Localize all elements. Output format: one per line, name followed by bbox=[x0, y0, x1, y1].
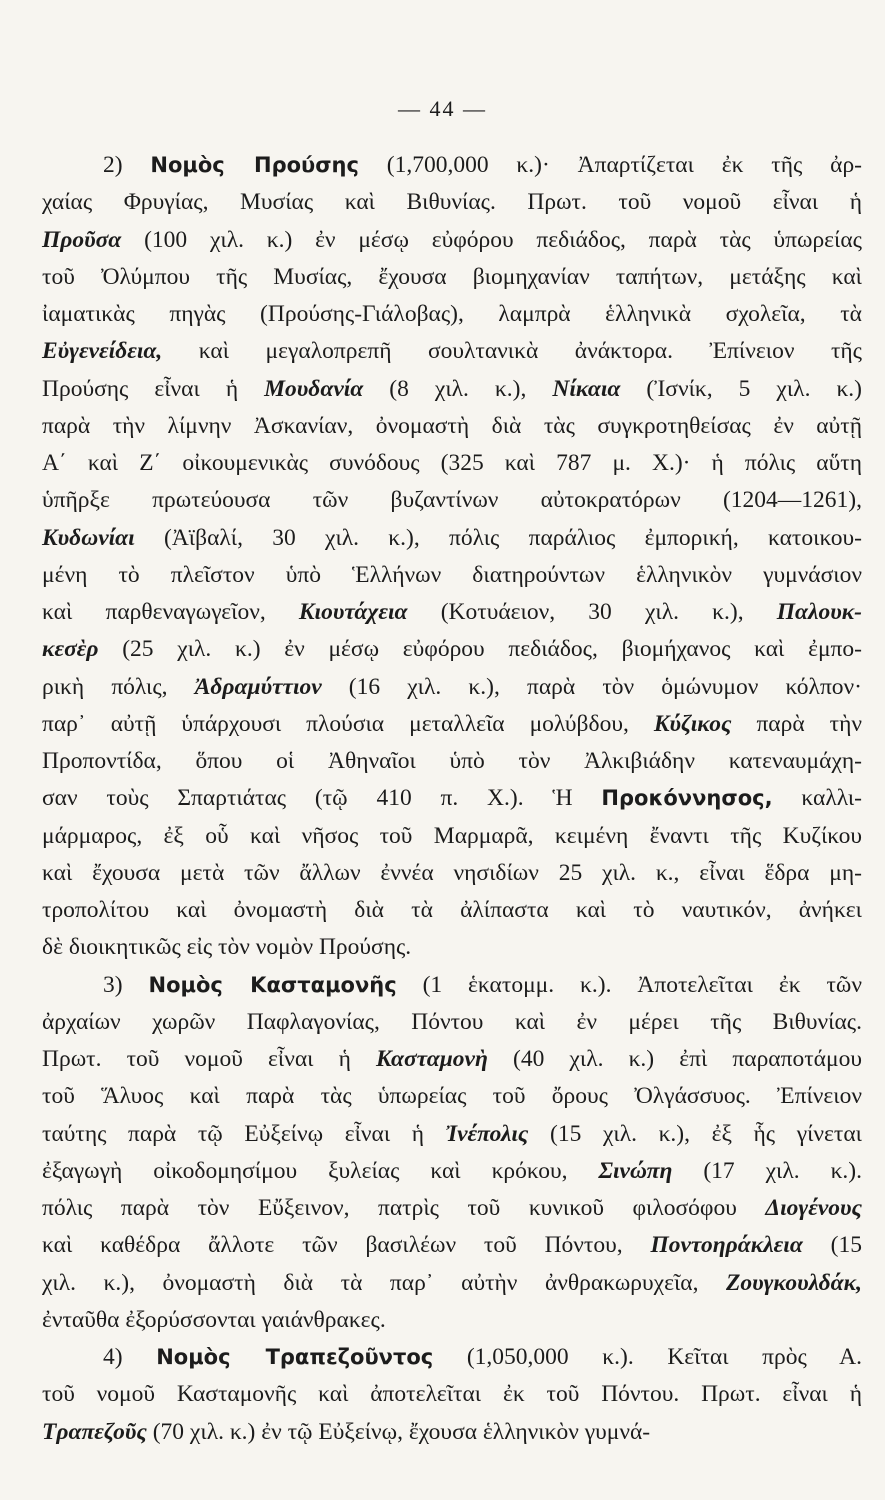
section-heading: Νομὸς Κασταμονῆς bbox=[148, 972, 397, 997]
text-line bbox=[42, 409, 862, 443]
text-run: Προποντίδα, ὅπου οἱ Ἀθηναῖοι ὑπὸ τὸν Ἀλκιβιάδην κατεναυμάχη- bbox=[42, 748, 862, 774]
text-run: (70 χιλ. κ.) ἐν τῷ Εὐξείνῳ, ἔχουσα ἑλληνικὸν γυμνά- bbox=[146, 1418, 651, 1445]
place-name: Ἀδραμύττιον bbox=[194, 673, 322, 700]
text-line bbox=[42, 297, 862, 331]
place-name: Κασταμονὴ bbox=[376, 1046, 488, 1072]
text-line bbox=[42, 185, 862, 219]
place-name: Τραπεζοῦς bbox=[42, 1418, 147, 1445]
text-run: (1,700,000 κ.)· Ἀπαρτίζεται ἐκ τῆς ἀρ- bbox=[358, 152, 862, 178]
section-heading: Νομὸς Προύσης bbox=[150, 153, 359, 177]
text-line bbox=[42, 223, 862, 257]
place-name: Προῦσα bbox=[42, 226, 122, 253]
text-run: (100 χιλ. κ.) ἐν μέσῳ εὐφόρου πεδιάδος, παρὰ τὰς ὑπωρείας bbox=[121, 226, 862, 253]
text-run: (1 ἑκατομμ. κ.). Ἀποτελεῖται ἐκ τῶν bbox=[396, 971, 863, 998]
text-line bbox=[42, 1117, 862, 1151]
text-run: παρὰ τὴν λίμνην Ἀσκανίαν, ὀνομαστὴ διὰ τὰς συγκροτηθείσας ἐν αὐτῇ bbox=[42, 412, 862, 439]
place-name: Κιουτάχεια bbox=[298, 599, 408, 625]
text-run: χιλ. κ.), ὀνομαστὴ διὰ τὰ παρ᾽ αὐτὴν ἀνθρακωρυχεῖα, bbox=[42, 1269, 726, 1296]
text-run: (16 χιλ. κ.), παρὰ τὸν ὁμώνυμον κόλπον· bbox=[321, 673, 863, 700]
text-run: (Ἀϊβαλί, 30 χιλ. κ.), πόλις παράλιος ἐμπορική, κατοικου- bbox=[134, 524, 862, 551]
text-line bbox=[42, 1191, 862, 1225]
text-run: μένη τὸ πλεῖστον ὑπὸ Ἑλλήνων διατηρούντων ἑλληνικὸν γυμνάσιον bbox=[42, 561, 862, 588]
text-run: τροπολίτου καὶ ὀνομαστὴ διὰ τὰ ἀλίπαστα καὶ τὸ ναυτικόν, ἀνήκει bbox=[42, 897, 862, 923]
text-run: Προύσης εἶναι ἡ bbox=[42, 375, 265, 402]
text-run: ἰαματικὰς πηγὰς (Προύσης-Γιάλοβας), λαμπρὰ ἑλληνικὰ σχολεῖα, τὰ bbox=[42, 301, 862, 327]
text-run: τοῦ Ἅλυος καὶ παρὰ τὰς ὑπωρείας τοῦ ὄρους Ὀλγάσσυος. Ἐπίνειον bbox=[42, 1083, 862, 1110]
text-run: παρ᾽ αὐτῇ ὑπάρχουσι πλούσια μεταλλεῖα μολύβδου, bbox=[42, 710, 654, 737]
text-line bbox=[42, 1377, 862, 1411]
text-run: καὶ καθέδρα ἄλλοτε τῶν βασιλέων τοῦ Πόντου, bbox=[42, 1232, 651, 1259]
text-run: πόλις παρὰ τὸν Εὔξεινον, πατρὶς τοῦ κυνικοῦ φιλοσόφου bbox=[42, 1195, 766, 1221]
text-line bbox=[42, 558, 862, 592]
text-run: ταύτης παρὰ τῷ Εὐξείνῳ εἶναι ἡ bbox=[42, 1120, 446, 1147]
text-run: ἐξαγωγὴ οἰκοδομησίμου ξυλείας καὶ κρόκου, bbox=[42, 1157, 599, 1184]
text-line bbox=[42, 1415, 862, 1449]
text-line bbox=[42, 670, 862, 704]
text-line bbox=[42, 260, 862, 294]
place-name: Παλουκ- bbox=[776, 599, 862, 625]
text-run: ὑπῆρξε πρωτεύουσα τῶν βυζαντίνων αὐτοκρατόρων (1204—1261), bbox=[42, 487, 862, 514]
text-line bbox=[42, 483, 862, 517]
text-run: (Ἰσνίκ, 5 χιλ. κ.) bbox=[620, 375, 863, 402]
text-run: χαίας Φρυγίας, Μυσίας καὶ Βιθυνίας. Πρωτ. τοῦ νομοῦ εἶναι ἡ bbox=[42, 189, 862, 216]
text-line bbox=[42, 1154, 862, 1188]
text-run: ἀρχαίων χωρῶν Παφλαγονίας, Πόντου καὶ ἐν μέρει τῆς Βιθυνίας. bbox=[42, 1008, 862, 1035]
text-line bbox=[42, 1303, 862, 1337]
text-run: καὶ παρθεναγωγεῖον, bbox=[42, 599, 299, 625]
text-run: καλλι- bbox=[772, 785, 862, 812]
text-line bbox=[42, 1079, 862, 1113]
text-run: (17 χιλ. κ.). bbox=[672, 1157, 863, 1184]
text-run: 2) bbox=[103, 152, 151, 178]
text-run: καὶ μεγαλοπρεπῆ σουλτανικὰ ἀνάκτορα. Ἐπίνειον τῆς bbox=[162, 338, 862, 365]
text-run: Πρωτ. τοῦ νομοῦ εἶναι ἡ bbox=[42, 1046, 376, 1072]
place-name: Μουδανία bbox=[264, 375, 364, 402]
text-line bbox=[42, 819, 862, 853]
place-name: Εὐγενείδεια, bbox=[42, 338, 163, 365]
text-line bbox=[103, 1340, 862, 1374]
text-run: δὲ διοικητικῶς εἰς τὸν νομὸν Προύσης. bbox=[42, 934, 412, 961]
text-run: ρικὴ πόλις, bbox=[42, 673, 195, 700]
text-line bbox=[42, 1005, 862, 1039]
text-run: (15 χιλ. κ.), ἐξ ἧς γίνεται bbox=[528, 1120, 862, 1147]
text-line bbox=[42, 372, 862, 406]
section-heading: Προκόννησος, bbox=[601, 786, 773, 811]
place-name: Ἰνέπολις bbox=[445, 1120, 529, 1147]
text-line bbox=[42, 334, 862, 368]
text-run: (15 bbox=[802, 1232, 862, 1259]
place-name: Κυδωνίαι bbox=[42, 524, 135, 551]
text-line bbox=[42, 446, 862, 480]
text-line bbox=[42, 707, 862, 741]
text-run: (Κοτυάειον, 30 χιλ. κ.), bbox=[407, 599, 777, 625]
text-line bbox=[103, 148, 862, 182]
place-name: κεσὲρ bbox=[42, 636, 99, 663]
place-name: Ποντοηράκλεια bbox=[650, 1232, 803, 1259]
place-name: Κύζικος bbox=[653, 710, 732, 737]
text-line bbox=[42, 781, 862, 815]
text-run: σαν τοὺς Σπαρτιάτας (τῷ 410 π. Χ.). Ἡ bbox=[42, 785, 602, 812]
text-line bbox=[42, 893, 862, 927]
text-run: (1,050,000 κ.). Κεῖται πρὸς Α. bbox=[433, 1344, 862, 1370]
text-run: ἐνταῦθα ἐξορύσσονται γαιάνθρακες. bbox=[42, 1306, 386, 1333]
text-line bbox=[42, 632, 862, 666]
text-line bbox=[42, 1228, 862, 1262]
text-run: 4) bbox=[103, 1344, 157, 1370]
section-heading: Νομὸς Τραπεζοῦντος bbox=[156, 1345, 434, 1369]
text-line bbox=[42, 930, 862, 964]
place-name: Σινώπη bbox=[598, 1157, 673, 1184]
text-run: καὶ ἔχουσα μετὰ τῶν ἄλλων ἐννέα νησιδίων 25 χιλ. κ., εἶναι ἕδρα μη- bbox=[42, 859, 862, 886]
text-run: μάρμαρος, ἐξ οὗ καὶ νῆσος τοῦ Μαρμαρᾶ, κειμένη ἔναντι τῆς Κυζίκου bbox=[42, 822, 862, 849]
text-run: Α΄ καὶ Ζ΄ οἰκουμενικὰς συνόδους (325 καὶ 787 μ. Χ.)· ἡ πόλις αὕτη bbox=[42, 450, 862, 476]
text-run: (8 χιλ. κ.), bbox=[363, 375, 553, 402]
text-run: τοῦ νομοῦ Κασταμονῆς καὶ ἀποτελεῖται ἐκ τοῦ Πόντου. Πρωτ. εἶναι ἡ bbox=[42, 1381, 862, 1408]
text-run: τοῦ Ὀλύμπου τῆς Μυσίας, ἔχουσα βιομηχανίαν ταπήτων, μετάξης καὶ bbox=[42, 263, 862, 290]
place-name: Νίκαια bbox=[552, 375, 621, 402]
text-run: παρὰ τὴν bbox=[731, 710, 862, 737]
text-line bbox=[42, 744, 862, 778]
text-line bbox=[42, 595, 862, 629]
place-name: Ζουγκουλδάκ, bbox=[725, 1269, 862, 1296]
page-number: — 44 — bbox=[398, 96, 487, 121]
text-run: 3) bbox=[103, 971, 149, 998]
text-run: (40 χιλ. κ.) ἐπὶ παραποτάμου bbox=[487, 1046, 862, 1072]
text-line bbox=[42, 1042, 862, 1076]
text-run: (25 χιλ. κ.) ἐν μέσῳ εὐφόρου πεδιάδος, βιομήχανος καὶ ἐμπο- bbox=[98, 636, 862, 663]
place-name: Διογένους bbox=[765, 1195, 862, 1221]
text-line bbox=[103, 968, 862, 1002]
text-line bbox=[42, 1266, 862, 1300]
text-line bbox=[42, 856, 862, 890]
text-line bbox=[42, 521, 862, 555]
